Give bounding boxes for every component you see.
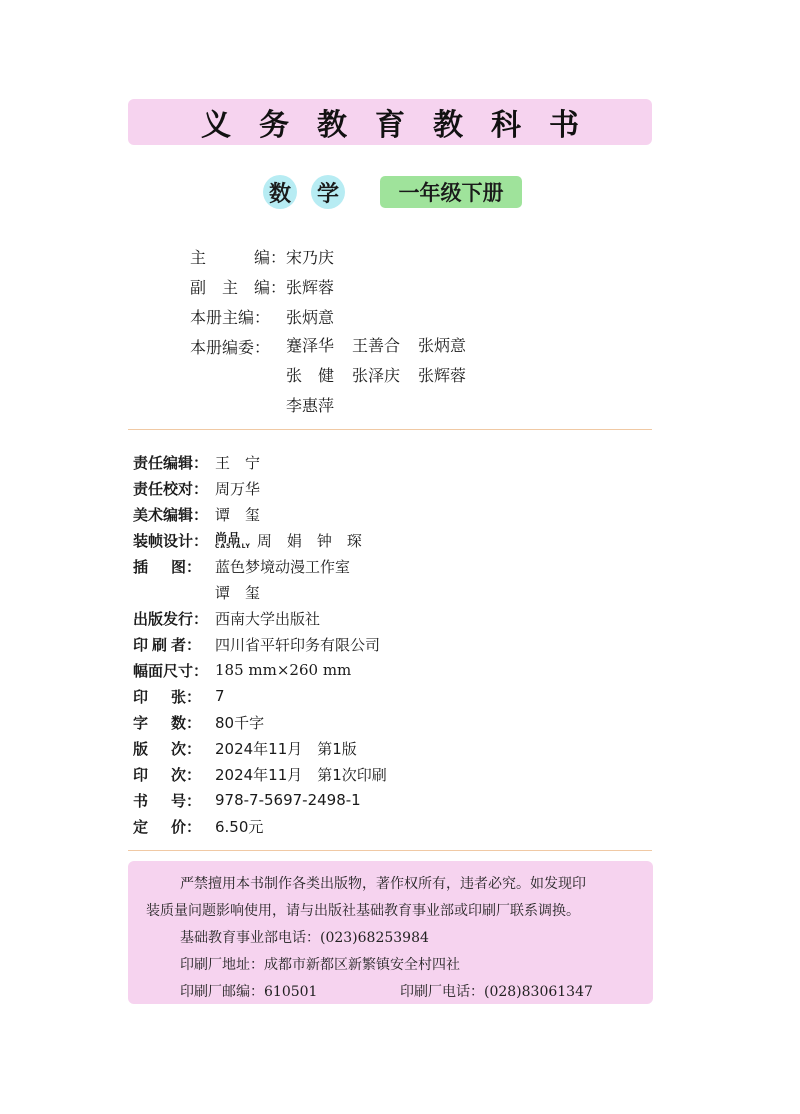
credit-value: 谭 玺 (215, 583, 261, 602)
credit-row (133, 735, 387, 761)
credit-value: 6.50元 (215, 817, 264, 836)
subject-row (0, 175, 800, 215)
credit-row (133, 683, 387, 709)
credit-label: 印 刷 者： (133, 635, 201, 654)
editor-name: 王善合 (352, 336, 401, 355)
editor-row-chief (190, 241, 496, 271)
credit-label: 责任校对： (133, 479, 209, 498)
subject-char-1: 数 (263, 175, 297, 209)
credit-row (133, 787, 387, 813)
subject-char-2: 学 (311, 175, 345, 209)
editor-name: 宋乃庆 (286, 247, 335, 267)
notice-postcode: 印刷厂邮编：610501 (180, 984, 318, 1000)
editor-name: 张辉蓉 (286, 277, 335, 297)
credit-label: 插 图： (133, 557, 201, 576)
credit-label: 字 数： (133, 713, 201, 732)
credit-value: 蓝色梦境动漫工作室 (215, 557, 351, 576)
credit-label: 出版发行： (133, 609, 209, 628)
editor-row-deputy (190, 271, 496, 301)
copyright-notice (128, 861, 653, 1004)
credit-label: 书 号： (133, 791, 201, 810)
editor-label: 主 编： (190, 247, 286, 267)
credit-row (133, 527, 387, 553)
divider-bottom (128, 850, 652, 851)
credit-value: 80千字 (215, 713, 265, 732)
editor-name: 张炳意 (286, 307, 335, 327)
credits-block (133, 449, 387, 839)
castaly-logo: 尚品 CASTALY (215, 531, 251, 550)
credit-value: 王 宁 (215, 453, 261, 472)
credit-row (133, 475, 387, 501)
credit-value: 周万华 (215, 479, 261, 498)
notice-phone: 基础教育事业部电话：(023)68253984 (180, 930, 429, 946)
credit-label: 版 次： (133, 739, 201, 758)
editor-name: 张炳意 (418, 336, 467, 355)
credit-row (133, 605, 387, 631)
credit-label: 印 次： (133, 765, 201, 784)
editor-label: 本册编委： (190, 337, 271, 357)
divider-top (128, 429, 652, 430)
credit-value: 四川省平轩印务有限公司 (215, 635, 381, 654)
editor-name: 张 健 (286, 366, 335, 385)
credit-value: 185 mm×260 mm (215, 661, 352, 679)
credit-row (133, 813, 387, 839)
credit-value: 2024年11月 第1次印刷 (215, 765, 387, 784)
credit-row (133, 657, 387, 683)
credit-label: 印 张： (133, 687, 201, 706)
credit-value: 谭 玺 (215, 505, 261, 524)
credit-label: 美术编辑： (133, 505, 209, 524)
editor-name: 蹇泽华 (286, 336, 335, 355)
credit-row (133, 631, 387, 657)
credit-row (133, 709, 387, 735)
editor-name: 张泽庆 (352, 366, 401, 385)
credit-value: 978-7-5697-2498-1 (215, 791, 361, 809)
notice-line: 装质量问题影响使用，请与出版社基础教育事业部或印刷厂联系调换。 (146, 903, 580, 919)
credit-label: 定 价： (133, 817, 201, 836)
credit-row (133, 761, 387, 787)
book-series-title: 义务教育教科书 (201, 108, 607, 143)
grade-label: 一年级下册 (380, 176, 522, 208)
credit-row (133, 553, 387, 579)
editor-name: 李惠萍 (286, 396, 335, 415)
credit-value: 西南大学出版社 (215, 609, 321, 628)
editor-label: 本册主编： (190, 307, 271, 327)
credit-label: 装帧设计： (133, 531, 209, 550)
credit-value: 尚品 CASTALY 周 娟 钟 琛 (215, 531, 362, 550)
credit-row (133, 449, 387, 475)
notice-printer-phone: 印刷厂电话：(028)83061347 (400, 984, 593, 1000)
editor-row-volume-chief (190, 301, 496, 331)
editor-label: 副 主 编： (190, 277, 286, 297)
credit-value: 7 (215, 687, 225, 705)
notice-address: 印刷厂地址：成都市新都区新繁镇安全村四社 (180, 957, 460, 973)
credit-row (133, 501, 387, 527)
credit-label: 责任编辑： (133, 453, 209, 472)
editors-block (190, 241, 496, 421)
credit-label: 幅面尺寸： (133, 661, 209, 680)
credit-row (133, 579, 387, 605)
editor-name: 张辉蓉 (418, 366, 467, 385)
credit-value: 2024年11月 第1版 (215, 739, 357, 758)
notice-line: 严禁擅用本书制作各类出版物，著作权所有，违者必究。如发现印 (180, 876, 586, 892)
editor-row-committee (190, 331, 496, 421)
title-banner (128, 99, 652, 145)
